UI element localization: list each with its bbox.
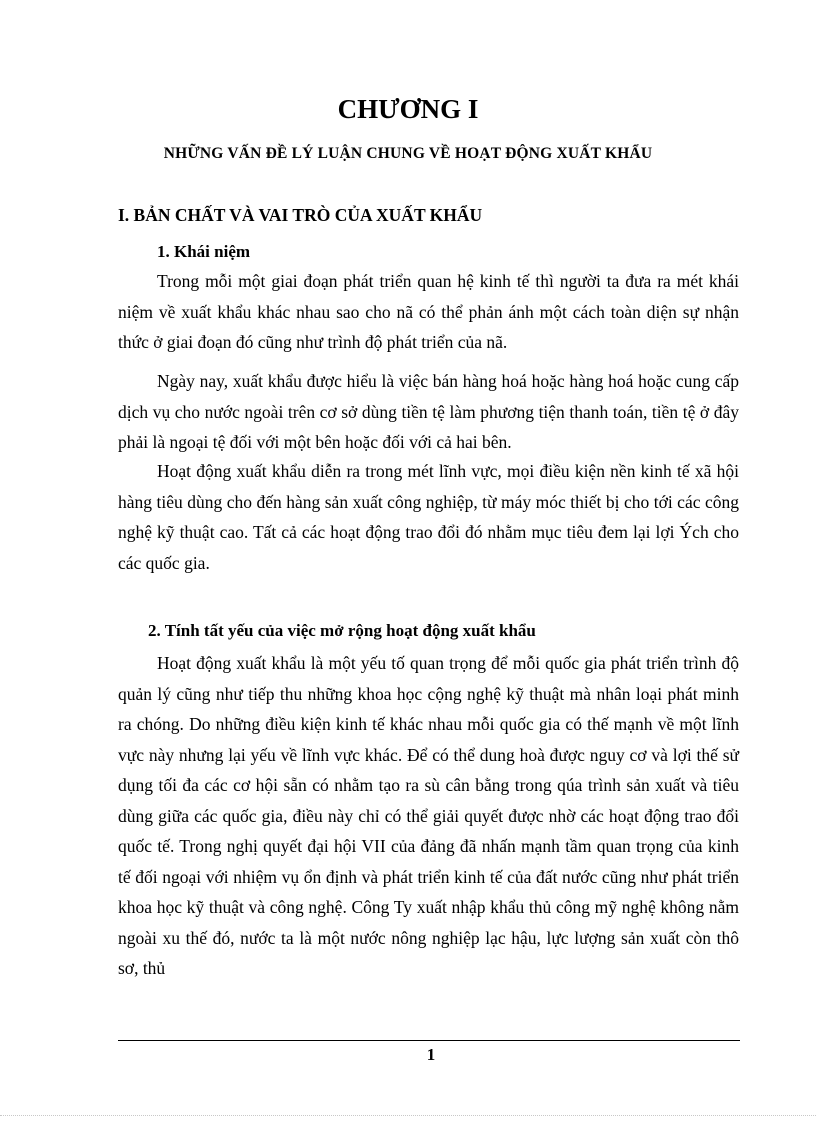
page-number: 1 (426, 1045, 436, 1064)
page-bottom-dotted-border (0, 1115, 816, 1116)
paragraph: Hoạt động xuất khẩu là một yếu tố quan trọng để mỗi quốc gia phát triển trình độ quản lý cũng như tiếp thu những khoa học cộng nghệ kỹ thuật mà nhân loại phát minh ra chóng. Do những điều kiện kinh tế khác nhau mỗi quốc gia có thế mạnh về một lĩnh vực này nhưng lại yếu về lĩnh vực khác. Để có thể dung hoà được nguy cơ và lợi thế sử dụng tối đa các cơ hội sẵn có nhằm tạo ra sù cân bằng trong qúa trình sản xuất và tiêu dùng giữa các quốc gia, điều này chỉ có thể giải quyết được nhờ các hoạt động trao đổi quốc tế. Trong nghị quyết đại hội VII của đảng đã nhấn mạnh tầm quan trọng của kinh tế đối ngoại với nhiệm vụ ổn định và phát triển kinh tế của đất nước cũng như phát triển khoa học kỹ thuật và công nghệ. Công Ty xuất nhập khẩu thủ công mỹ nghệ không nằm ngoài xu thế đó, nước ta là một nước nông nghiệp lạc hậu, lực lượng sản xuất còn thô sơ, thủ (118, 653, 739, 978)
section-heading: I. BẢN CHẤT VÀ VAI TRÒ CỦA XUẤT KHẨU (118, 205, 483, 225)
subsection-2-heading: 2. Tính tất yếu của việc mở rộng hoạt động xuất khẩu (148, 621, 536, 640)
paragraph: Hoạt động xuất khẩu diễn ra trong mét lĩnh vực, mọi điều kiện nền kinh tế xã hội hàng tiêu dùng cho đến hàng sản xuất công nghiệp, từ máy móc thiết bị cho tới các công nghệ kỹ thuật cao. Tất cả các hoạt động trao đổi đó nhằm mục tiêu đem lại lợi Ých cho các quốc gia. (118, 461, 739, 573)
footer-rule (118, 1040, 740, 1041)
chapter-title: CHƯƠNG I (337, 94, 479, 124)
paragraph: Ngày nay, xuất khẩu được hiểu là việc bán hàng hoá hoặc hàng hoá hoặc cung cấp dịch vụ cho nước ngoài trên cơ sở dùng tiền tệ làm phương tiện thanh toán, tiền tệ ở đây phải là ngoại tệ đối với một bên hoặc đối với cả hai bên. (118, 371, 739, 452)
subsection-1-heading: 1. Khái niệm (157, 242, 251, 261)
paragraph: Trong mỗi một giai đoạn phát triển quan hệ kinh tế thì người ta đưa ra mét khái niệm về xuất khẩu khác nhau sao cho nã có thể phản ánh một cách toàn diện sự nhận thức ở giai đoạn đó cũng như trình độ phát triển của nã. (118, 271, 739, 352)
chapter-subtitle: NHỮNG VẤN ĐỀ LÝ LUẬN CHUNG VỀ HOẠT ĐỘNG XUẤT KHẨU (163, 145, 653, 162)
